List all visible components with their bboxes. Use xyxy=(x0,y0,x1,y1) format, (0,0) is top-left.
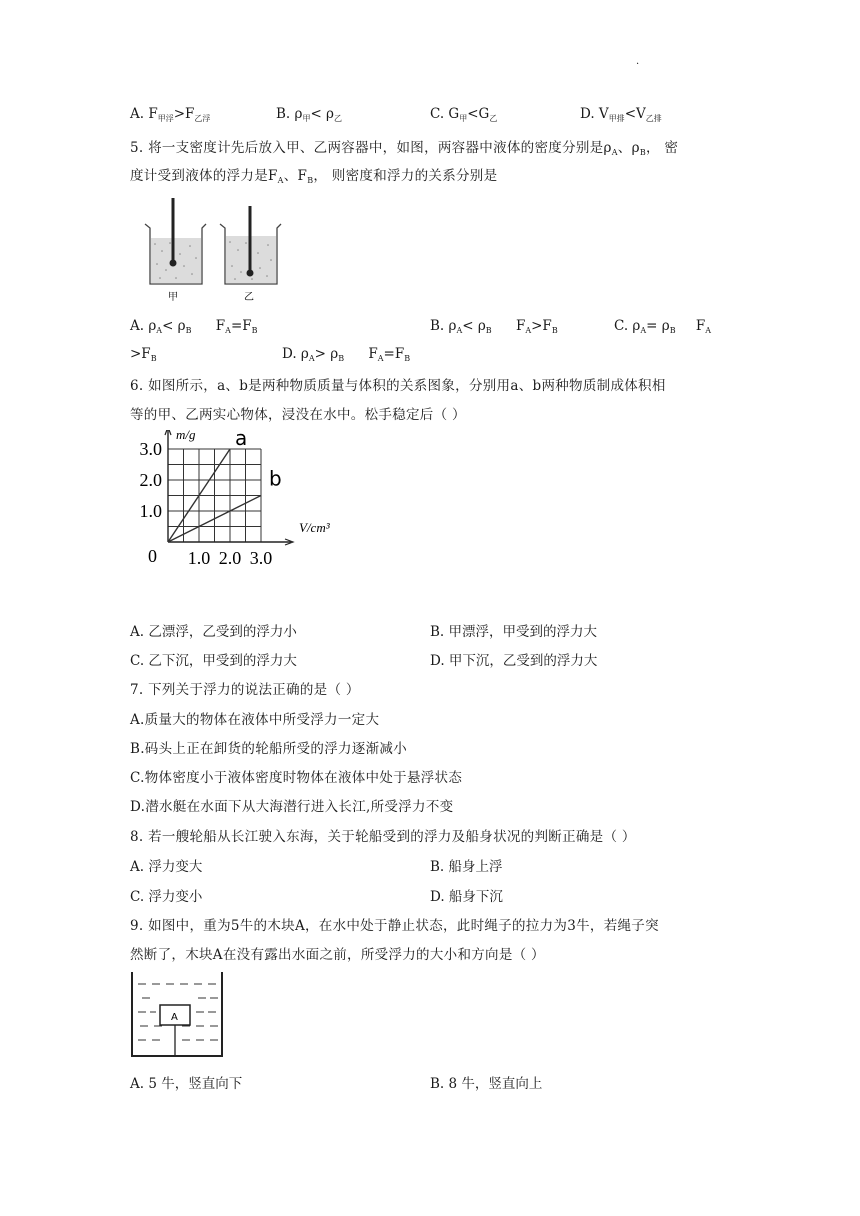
q4-b-sub1: 甲 xyxy=(302,114,311,123)
container-figure xyxy=(130,970,226,1060)
q5-stem-line2 xyxy=(130,164,497,185)
beaker-yi xyxy=(220,206,281,284)
origin-label: 0 xyxy=(148,546,157,566)
q5-b-text: B. ρ xyxy=(430,318,457,334)
hydrometer-figure xyxy=(140,196,290,306)
q5-b-f2: >F xyxy=(531,318,552,334)
q5-line2-text: 度计受到液体的浮力是F xyxy=(130,168,278,184)
q7-stem: 7. 下列关于浮力的说法正确的是（ ） xyxy=(130,682,360,698)
q4-c-sub1: 甲 xyxy=(459,114,468,123)
q5-d-f: F xyxy=(368,346,378,362)
q4-a-mid: >F xyxy=(173,106,195,122)
q5-c-sub3: A xyxy=(705,326,712,335)
q5-a-sub4: B xyxy=(251,326,258,335)
q4-a-text: A. F xyxy=(130,106,158,122)
q6-stem-line2: 等的甲、乙两实心物体，浸没在水中。松手稳定后（ ） xyxy=(130,407,466,423)
q5-line1-text: 5. 将一支密度计先后放入甲、乙两容器中，如图，两容器中液体的密度分别是ρ xyxy=(130,140,612,156)
q8-stem: 8. 若一艘轮船从长江驶入东海，关于轮船受到的浮力及船身状况的判断正确是（ ） xyxy=(130,829,636,845)
y-tick-label: 3.0 xyxy=(139,439,162,459)
q5-a-f: F xyxy=(215,318,226,334)
q4-option-b[interactable] xyxy=(276,106,342,124)
q6-option-b[interactable]: B. 甲漂浮，甲受到的浮力大 xyxy=(430,624,598,640)
beaker-jia xyxy=(145,198,206,284)
q5-a-f2: =F xyxy=(230,318,252,334)
x-axis-label: V/cm³ xyxy=(299,520,330,535)
q5-d-sub1: A xyxy=(308,354,315,363)
q5-d-sub3: A xyxy=(377,354,384,363)
q8-option-d[interactable]: D. 船身下沉 xyxy=(430,889,503,905)
q5-a-rest: < ρ xyxy=(162,318,186,334)
q6-option-c[interactable]: C. 乙下沉，甲受到的浮力大 xyxy=(130,653,297,669)
q5-d-f2: =F xyxy=(383,346,405,362)
q5-line2-mid: 、F xyxy=(283,168,308,184)
q9-stem-line2: 然断了，木块A在没有露出水面之前，所受浮力的大小和方向是（ ） xyxy=(130,947,545,963)
x-tick-label: 2.0 xyxy=(218,548,242,568)
fig-label-yi: 乙 xyxy=(244,292,254,303)
q5-b-sub4: B xyxy=(551,326,558,335)
q5-c-rest: = ρ xyxy=(646,318,670,334)
q4-d-mid: <V xyxy=(624,106,646,122)
y-axis-label: m/g xyxy=(176,430,196,442)
block-a-label: A xyxy=(171,1012,178,1023)
q5-option-c-cont xyxy=(130,346,157,363)
q5-c-sub2: B xyxy=(669,326,676,335)
y-tick-label: 2.0 xyxy=(139,470,162,490)
q6-stem-line1: 6. 如图所示，a、b是两种物质质量与体积的关系图象，分别用a、b两种物质制成体积相 xyxy=(130,378,666,394)
q5-a-sub2: B xyxy=(185,326,192,335)
q5-option-a[interactable] xyxy=(130,318,258,335)
q4-option-c[interactable] xyxy=(430,106,497,124)
q4-d-sub1: 甲排 xyxy=(608,114,625,123)
q5-b-sub3: A xyxy=(525,326,532,335)
q9-stem-line1: 9. 如图中，重为5牛的木块A，在水中处于静止状态，此时绳子的拉力为3牛，若绳子突 xyxy=(130,918,659,934)
q7-option-a[interactable]: A.质量大的物体在液体中所受浮力一定大 xyxy=(130,712,380,728)
q8-option-b[interactable]: B. 船身上浮 xyxy=(430,859,503,875)
q4-option-a[interactable] xyxy=(130,106,210,124)
q4-option-d[interactable] xyxy=(580,106,662,124)
q4-d-sub2: 乙排 xyxy=(645,114,662,123)
q5-c-line2: >F xyxy=(130,346,151,362)
q4-c-text: C. G xyxy=(430,106,460,122)
q5-option-b[interactable] xyxy=(430,318,558,335)
q5-c-f: F xyxy=(695,318,706,334)
q7-option-b[interactable]: B.码头上正在卸货的轮船所受的浮力逐渐减小 xyxy=(130,741,408,757)
q5-a-text: A. ρ xyxy=(130,318,157,334)
q5-sep: 、ρ xyxy=(617,140,640,156)
q5-b-sub1: A xyxy=(456,326,463,335)
q5-option-c[interactable] xyxy=(614,318,711,335)
series-label-a: a xyxy=(235,430,248,450)
q8-option-a[interactable]: A. 浮力变大 xyxy=(130,859,203,875)
q4-d-text: D. V xyxy=(580,106,609,122)
q5-d-rest: > ρ xyxy=(314,346,339,362)
q5-option-d[interactable] xyxy=(282,346,410,363)
q5-line1-end: ， 密 xyxy=(646,140,679,156)
q5-b-sub2: B xyxy=(485,326,492,335)
q4-b-mid: < ρ xyxy=(310,106,334,122)
q5-line2-sub-b: B xyxy=(307,176,314,185)
q5-d-sub2: B xyxy=(338,354,345,363)
fig-label-jia: 甲 xyxy=(168,292,178,303)
q8-option-c[interactable]: C. 浮力变小 xyxy=(130,889,203,905)
q5-line2-end: ， 则密度和浮力的关系分别是 xyxy=(313,168,498,184)
q5-c-sub1: A xyxy=(640,326,647,335)
q4-b-text: B. ρ xyxy=(276,106,303,122)
q7-option-c[interactable]: C.物体密度小于液体密度时物体在液体中处于悬浮状态 xyxy=(130,770,463,786)
q7-option-d[interactable]: D.潜水艇在水面下从大海潜行进入长江,所受浮力不变 xyxy=(130,799,454,815)
q5-stem-line1 xyxy=(130,136,678,157)
q5-b-f: F xyxy=(515,318,526,334)
q4-c-sub2: 乙 xyxy=(489,114,498,123)
q5-line2-sub-a: A xyxy=(277,176,284,185)
q5-a-sub3: A xyxy=(225,326,231,335)
q4-b-sub2: 乙 xyxy=(334,114,342,123)
series-label-b: b xyxy=(269,466,282,491)
chart-grid xyxy=(168,449,261,542)
q6-option-d[interactable]: D. 甲下沉，乙受到的浮力大 xyxy=(430,653,598,669)
q9-option-a[interactable]: A. 5 牛，竖直向下 xyxy=(130,1076,243,1092)
page-mark: . xyxy=(636,56,640,67)
q6-option-a[interactable]: A. 乙漂浮，乙受到的浮力小 xyxy=(130,624,297,640)
q5-b-rest: < ρ xyxy=(462,318,486,334)
mass-volume-chart xyxy=(128,430,358,580)
q4-a-sub2: 乙浮 xyxy=(194,114,211,123)
q4-a-sub1: 甲浮 xyxy=(157,114,174,123)
q5-a-sub1: A xyxy=(156,326,163,335)
q5-sub-b: B xyxy=(639,148,647,157)
q9-option-b[interactable]: B. 8 牛，竖直向上 xyxy=(430,1076,543,1092)
q5-c-sub4: B xyxy=(150,354,157,363)
q5-c-text: C. ρ xyxy=(614,318,641,334)
q5-d-sub4: B xyxy=(404,354,411,363)
y-tick-label: 1.0 xyxy=(139,501,162,521)
x-tick-label: 3.0 xyxy=(249,548,273,568)
q5-d-text: D. ρ xyxy=(282,346,309,362)
x-tick-label: 1.0 xyxy=(187,548,211,568)
q4-c-mid: <G xyxy=(467,106,490,122)
q5-sub-a: A xyxy=(611,148,618,157)
